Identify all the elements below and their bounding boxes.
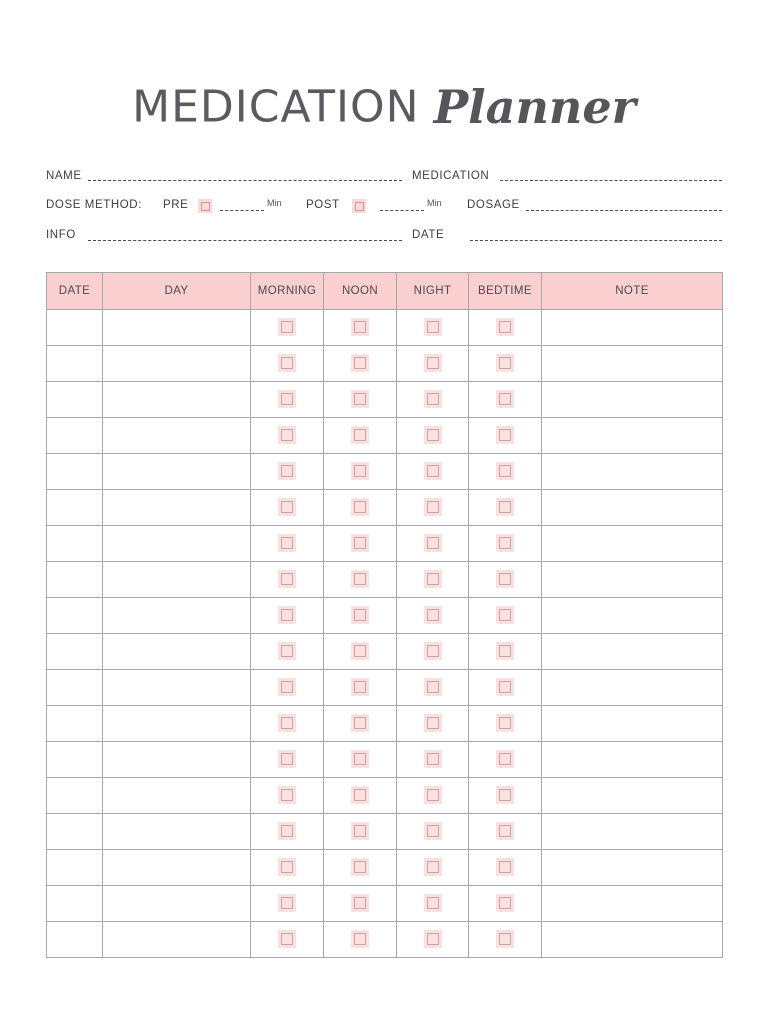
date-cell[interactable]: [47, 562, 103, 598]
bedtime-checkbox[interactable]: [496, 318, 514, 336]
note-cell[interactable]: [542, 706, 723, 742]
day-cell[interactable]: [103, 490, 251, 526]
noon-checkbox[interactable]: [351, 318, 369, 336]
note-cell[interactable]: [542, 562, 723, 598]
dosage-label: DOSAGE: [467, 199, 520, 211]
night-cell: [397, 310, 469, 346]
night-cell: [397, 814, 469, 850]
night-cell: [397, 850, 469, 886]
noon-checkbox[interactable]: [351, 822, 369, 840]
date-cell[interactable]: [47, 346, 103, 382]
day-cell[interactable]: [103, 382, 251, 418]
morning-cell: [251, 418, 324, 454]
night-cell: [397, 454, 469, 490]
noon-cell: [324, 490, 397, 526]
noon-cell: [324, 886, 397, 922]
bedtime-cell: [469, 850, 542, 886]
morning-checkbox[interactable]: [278, 858, 296, 876]
medication-label: MEDICATION: [412, 170, 490, 182]
date-cell[interactable]: [47, 742, 103, 778]
bedtime-checkbox[interactable]: [496, 858, 514, 876]
bedtime-cell: [469, 526, 542, 562]
pre-min-label: Min: [267, 198, 282, 208]
note-cell[interactable]: [542, 886, 723, 922]
day-cell[interactable]: [103, 814, 251, 850]
morning-cell: [251, 346, 324, 382]
dosage-field[interactable]: [526, 210, 722, 211]
pre-minutes-field[interactable]: [220, 210, 264, 211]
date-cell[interactable]: [47, 382, 103, 418]
column-header-day: DAY: [103, 273, 251, 310]
noon-cell: [324, 598, 397, 634]
night-cell: [397, 346, 469, 382]
note-cell[interactable]: [542, 598, 723, 634]
morning-cell: [251, 310, 324, 346]
morning-checkbox[interactable]: [278, 498, 296, 516]
noon-checkbox[interactable]: [351, 462, 369, 480]
noon-checkbox[interactable]: [351, 390, 369, 408]
date-cell[interactable]: [47, 598, 103, 634]
morning-checkbox[interactable]: [278, 714, 296, 732]
night-checkbox[interactable]: [424, 426, 442, 444]
medication-table: [46, 272, 723, 958]
date-cell[interactable]: [47, 922, 103, 958]
bedtime-checkbox[interactable]: [496, 894, 514, 912]
noon-cell: [324, 418, 397, 454]
noon-cell: [324, 634, 397, 670]
bedtime-cell: [469, 418, 542, 454]
note-cell[interactable]: [542, 418, 723, 454]
day-cell[interactable]: [103, 418, 251, 454]
noon-cell: [324, 310, 397, 346]
table-row: [47, 526, 723, 562]
table-row: [47, 814, 723, 850]
noon-cell: [324, 346, 397, 382]
bedtime-checkbox[interactable]: [496, 822, 514, 840]
morning-checkbox[interactable]: [278, 390, 296, 408]
table-row: [47, 742, 723, 778]
bedtime-checkbox[interactable]: [496, 930, 514, 948]
post-label: POST: [306, 199, 340, 211]
bedtime-checkbox[interactable]: [496, 462, 514, 480]
date-cell[interactable]: [47, 310, 103, 346]
night-cell: [397, 922, 469, 958]
night-checkbox[interactable]: [424, 498, 442, 516]
info-field[interactable]: [88, 240, 402, 241]
morning-checkbox[interactable]: [278, 570, 296, 588]
morning-cell: [251, 922, 324, 958]
day-cell[interactable]: [103, 562, 251, 598]
day-cell[interactable]: [103, 310, 251, 346]
morning-checkbox[interactable]: [278, 678, 296, 696]
night-checkbox[interactable]: [424, 750, 442, 768]
noon-checkbox[interactable]: [351, 930, 369, 948]
noon-checkbox[interactable]: [351, 678, 369, 696]
bedtime-checkbox[interactable]: [496, 750, 514, 768]
table-row: [47, 382, 723, 418]
night-checkbox[interactable]: [424, 930, 442, 948]
night-checkbox[interactable]: [424, 678, 442, 696]
table-row: [47, 346, 723, 382]
bedtime-cell: [469, 670, 542, 706]
note-cell[interactable]: [542, 310, 723, 346]
bedtime-checkbox[interactable]: [496, 390, 514, 408]
day-cell[interactable]: [103, 598, 251, 634]
noon-cell: [324, 778, 397, 814]
bedtime-cell: [469, 706, 542, 742]
night-cell: [397, 418, 469, 454]
noon-checkbox[interactable]: [351, 894, 369, 912]
bedtime-checkbox[interactable]: [496, 714, 514, 732]
morning-checkbox[interactable]: [278, 930, 296, 948]
night-cell: [397, 706, 469, 742]
bedtime-checkbox[interactable]: [496, 354, 514, 372]
noon-cell: [324, 382, 397, 418]
column-header-note: NOTE: [542, 273, 723, 310]
night-checkbox[interactable]: [424, 534, 442, 552]
morning-cell: [251, 562, 324, 598]
morning-cell: [251, 598, 324, 634]
morning-checkbox[interactable]: [278, 750, 296, 768]
date-cell[interactable]: [47, 706, 103, 742]
table-row: [47, 310, 723, 346]
date-label: DATE: [412, 229, 445, 241]
date-cell[interactable]: [47, 490, 103, 526]
date-cell[interactable]: [47, 634, 103, 670]
bedtime-checkbox[interactable]: [496, 642, 514, 660]
noon-cell: [324, 706, 397, 742]
noon-cell: [324, 454, 397, 490]
table-row: [47, 418, 723, 454]
date-cell[interactable]: [47, 850, 103, 886]
note-cell[interactable]: [542, 814, 723, 850]
bedtime-cell: [469, 814, 542, 850]
note-cell[interactable]: [542, 922, 723, 958]
bedtime-cell: [469, 346, 542, 382]
name-field[interactable]: [88, 180, 402, 181]
bedtime-cell: [469, 310, 542, 346]
bedtime-checkbox[interactable]: [496, 570, 514, 588]
noon-cell: [324, 850, 397, 886]
column-header-night: NIGHT: [397, 273, 469, 310]
note-cell[interactable]: [542, 382, 723, 418]
noon-cell: [324, 742, 397, 778]
column-header-morning: MORNING: [251, 273, 324, 310]
morning-checkbox[interactable]: [278, 894, 296, 912]
note-cell[interactable]: [542, 850, 723, 886]
bedtime-checkbox[interactable]: [496, 606, 514, 624]
date-cell[interactable]: [47, 814, 103, 850]
noon-checkbox[interactable]: [351, 642, 369, 660]
bedtime-checkbox[interactable]: [496, 678, 514, 696]
bedtime-checkbox[interactable]: [496, 498, 514, 516]
night-cell: [397, 598, 469, 634]
morning-checkbox[interactable]: [278, 354, 296, 372]
night-checkbox[interactable]: [424, 714, 442, 732]
date-cell[interactable]: [47, 454, 103, 490]
bedtime-cell: [469, 562, 542, 598]
noon-checkbox[interactable]: [351, 714, 369, 732]
night-checkbox[interactable]: [424, 462, 442, 480]
date-field[interactable]: [470, 240, 722, 241]
table-row: [47, 598, 723, 634]
noon-cell: [324, 814, 397, 850]
night-cell: [397, 634, 469, 670]
note-cell[interactable]: [542, 526, 723, 562]
night-checkbox[interactable]: [424, 570, 442, 588]
morning-checkbox[interactable]: [278, 606, 296, 624]
bedtime-cell: [469, 634, 542, 670]
note-cell[interactable]: [542, 742, 723, 778]
table-body: [47, 310, 723, 958]
morning-cell: [251, 814, 324, 850]
date-cell[interactable]: [47, 670, 103, 706]
day-cell[interactable]: [103, 706, 251, 742]
noon-checkbox[interactable]: [351, 786, 369, 804]
bedtime-cell: [469, 490, 542, 526]
night-checkbox[interactable]: [424, 390, 442, 408]
title-main-text: MEDICATION: [132, 81, 420, 133]
morning-cell: [251, 670, 324, 706]
night-checkbox[interactable]: [424, 354, 442, 372]
table-row: [47, 850, 723, 886]
noon-checkbox[interactable]: [351, 426, 369, 444]
night-checkbox[interactable]: [424, 786, 442, 804]
dose-method-label: DOSE METHOD:: [46, 199, 143, 211]
noon-checkbox[interactable]: [351, 354, 369, 372]
page-title: [0, 80, 768, 134]
morning-cell: [251, 886, 324, 922]
night-checkbox[interactable]: [424, 606, 442, 624]
morning-checkbox[interactable]: [278, 426, 296, 444]
post-checkbox[interactable]: [352, 199, 366, 213]
noon-cell: [324, 670, 397, 706]
night-cell: [397, 562, 469, 598]
noon-cell: [324, 562, 397, 598]
date-cell[interactable]: [47, 778, 103, 814]
noon-checkbox[interactable]: [351, 858, 369, 876]
note-cell[interactable]: [542, 490, 723, 526]
date-cell[interactable]: [47, 418, 103, 454]
morning-cell: [251, 850, 324, 886]
noon-checkbox[interactable]: [351, 606, 369, 624]
night-cell: [397, 670, 469, 706]
bedtime-cell: [469, 382, 542, 418]
night-checkbox[interactable]: [424, 822, 442, 840]
table-row: [47, 922, 723, 958]
day-cell[interactable]: [103, 454, 251, 490]
pre-checkbox[interactable]: [198, 199, 212, 213]
night-cell: [397, 886, 469, 922]
date-cell[interactable]: [47, 886, 103, 922]
morning-checkbox[interactable]: [278, 534, 296, 552]
bedtime-cell: [469, 598, 542, 634]
table-row: [47, 490, 723, 526]
night-checkbox[interactable]: [424, 642, 442, 660]
title-script-text: Planner: [433, 80, 636, 134]
night-cell: [397, 526, 469, 562]
column-header-noon: NOON: [324, 273, 397, 310]
noon-checkbox[interactable]: [351, 498, 369, 516]
day-cell[interactable]: [103, 526, 251, 562]
table-row: [47, 886, 723, 922]
note-cell[interactable]: [542, 670, 723, 706]
bedtime-cell: [469, 922, 542, 958]
morning-cell: [251, 706, 324, 742]
morning-cell: [251, 382, 324, 418]
post-minutes-field[interactable]: [380, 210, 424, 211]
noon-checkbox[interactable]: [351, 750, 369, 768]
day-cell[interactable]: [103, 634, 251, 670]
bedtime-cell: [469, 886, 542, 922]
night-cell: [397, 778, 469, 814]
medication-field[interactable]: [500, 180, 722, 181]
table-row: [47, 778, 723, 814]
post-min-label: Min: [427, 198, 442, 208]
bedtime-checkbox[interactable]: [496, 426, 514, 444]
morning-cell: [251, 634, 324, 670]
bedtime-cell: [469, 742, 542, 778]
day-cell[interactable]: [103, 670, 251, 706]
day-cell[interactable]: [103, 922, 251, 958]
morning-cell: [251, 778, 324, 814]
note-cell[interactable]: [542, 346, 723, 382]
column-header-date: DATE: [47, 273, 103, 310]
day-cell[interactable]: [103, 778, 251, 814]
morning-checkbox[interactable]: [278, 822, 296, 840]
name-label: NAME: [46, 170, 82, 182]
day-cell[interactable]: [103, 346, 251, 382]
morning-cell: [251, 454, 324, 490]
bedtime-cell: [469, 778, 542, 814]
day-cell[interactable]: [103, 742, 251, 778]
note-cell[interactable]: [542, 778, 723, 814]
noon-checkbox[interactable]: [351, 570, 369, 588]
pre-label: PRE: [163, 199, 189, 211]
table-row: [47, 706, 723, 742]
table-row: [47, 562, 723, 598]
info-label: INFO: [46, 229, 76, 241]
night-cell: [397, 382, 469, 418]
morning-cell: [251, 526, 324, 562]
table-header-row: [47, 273, 723, 310]
note-cell[interactable]: [542, 634, 723, 670]
morning-checkbox[interactable]: [278, 462, 296, 480]
day-cell[interactable]: [103, 886, 251, 922]
night-cell: [397, 490, 469, 526]
morning-cell: [251, 742, 324, 778]
noon-cell: [324, 922, 397, 958]
night-checkbox[interactable]: [424, 318, 442, 336]
date-cell[interactable]: [47, 526, 103, 562]
note-cell[interactable]: [542, 454, 723, 490]
noon-cell: [324, 526, 397, 562]
noon-checkbox[interactable]: [351, 534, 369, 552]
table-row: [47, 670, 723, 706]
morning-checkbox[interactable]: [278, 318, 296, 336]
bedtime-checkbox[interactable]: [496, 786, 514, 804]
night-checkbox[interactable]: [424, 894, 442, 912]
morning-cell: [251, 490, 324, 526]
night-cell: [397, 742, 469, 778]
bedtime-checkbox[interactable]: [496, 534, 514, 552]
morning-checkbox[interactable]: [278, 642, 296, 660]
column-header-bedtime: BEDTIME: [469, 273, 542, 310]
table-row: [47, 634, 723, 670]
table-row: [47, 454, 723, 490]
bedtime-cell: [469, 454, 542, 490]
morning-checkbox[interactable]: [278, 786, 296, 804]
night-checkbox[interactable]: [424, 858, 442, 876]
day-cell[interactable]: [103, 850, 251, 886]
